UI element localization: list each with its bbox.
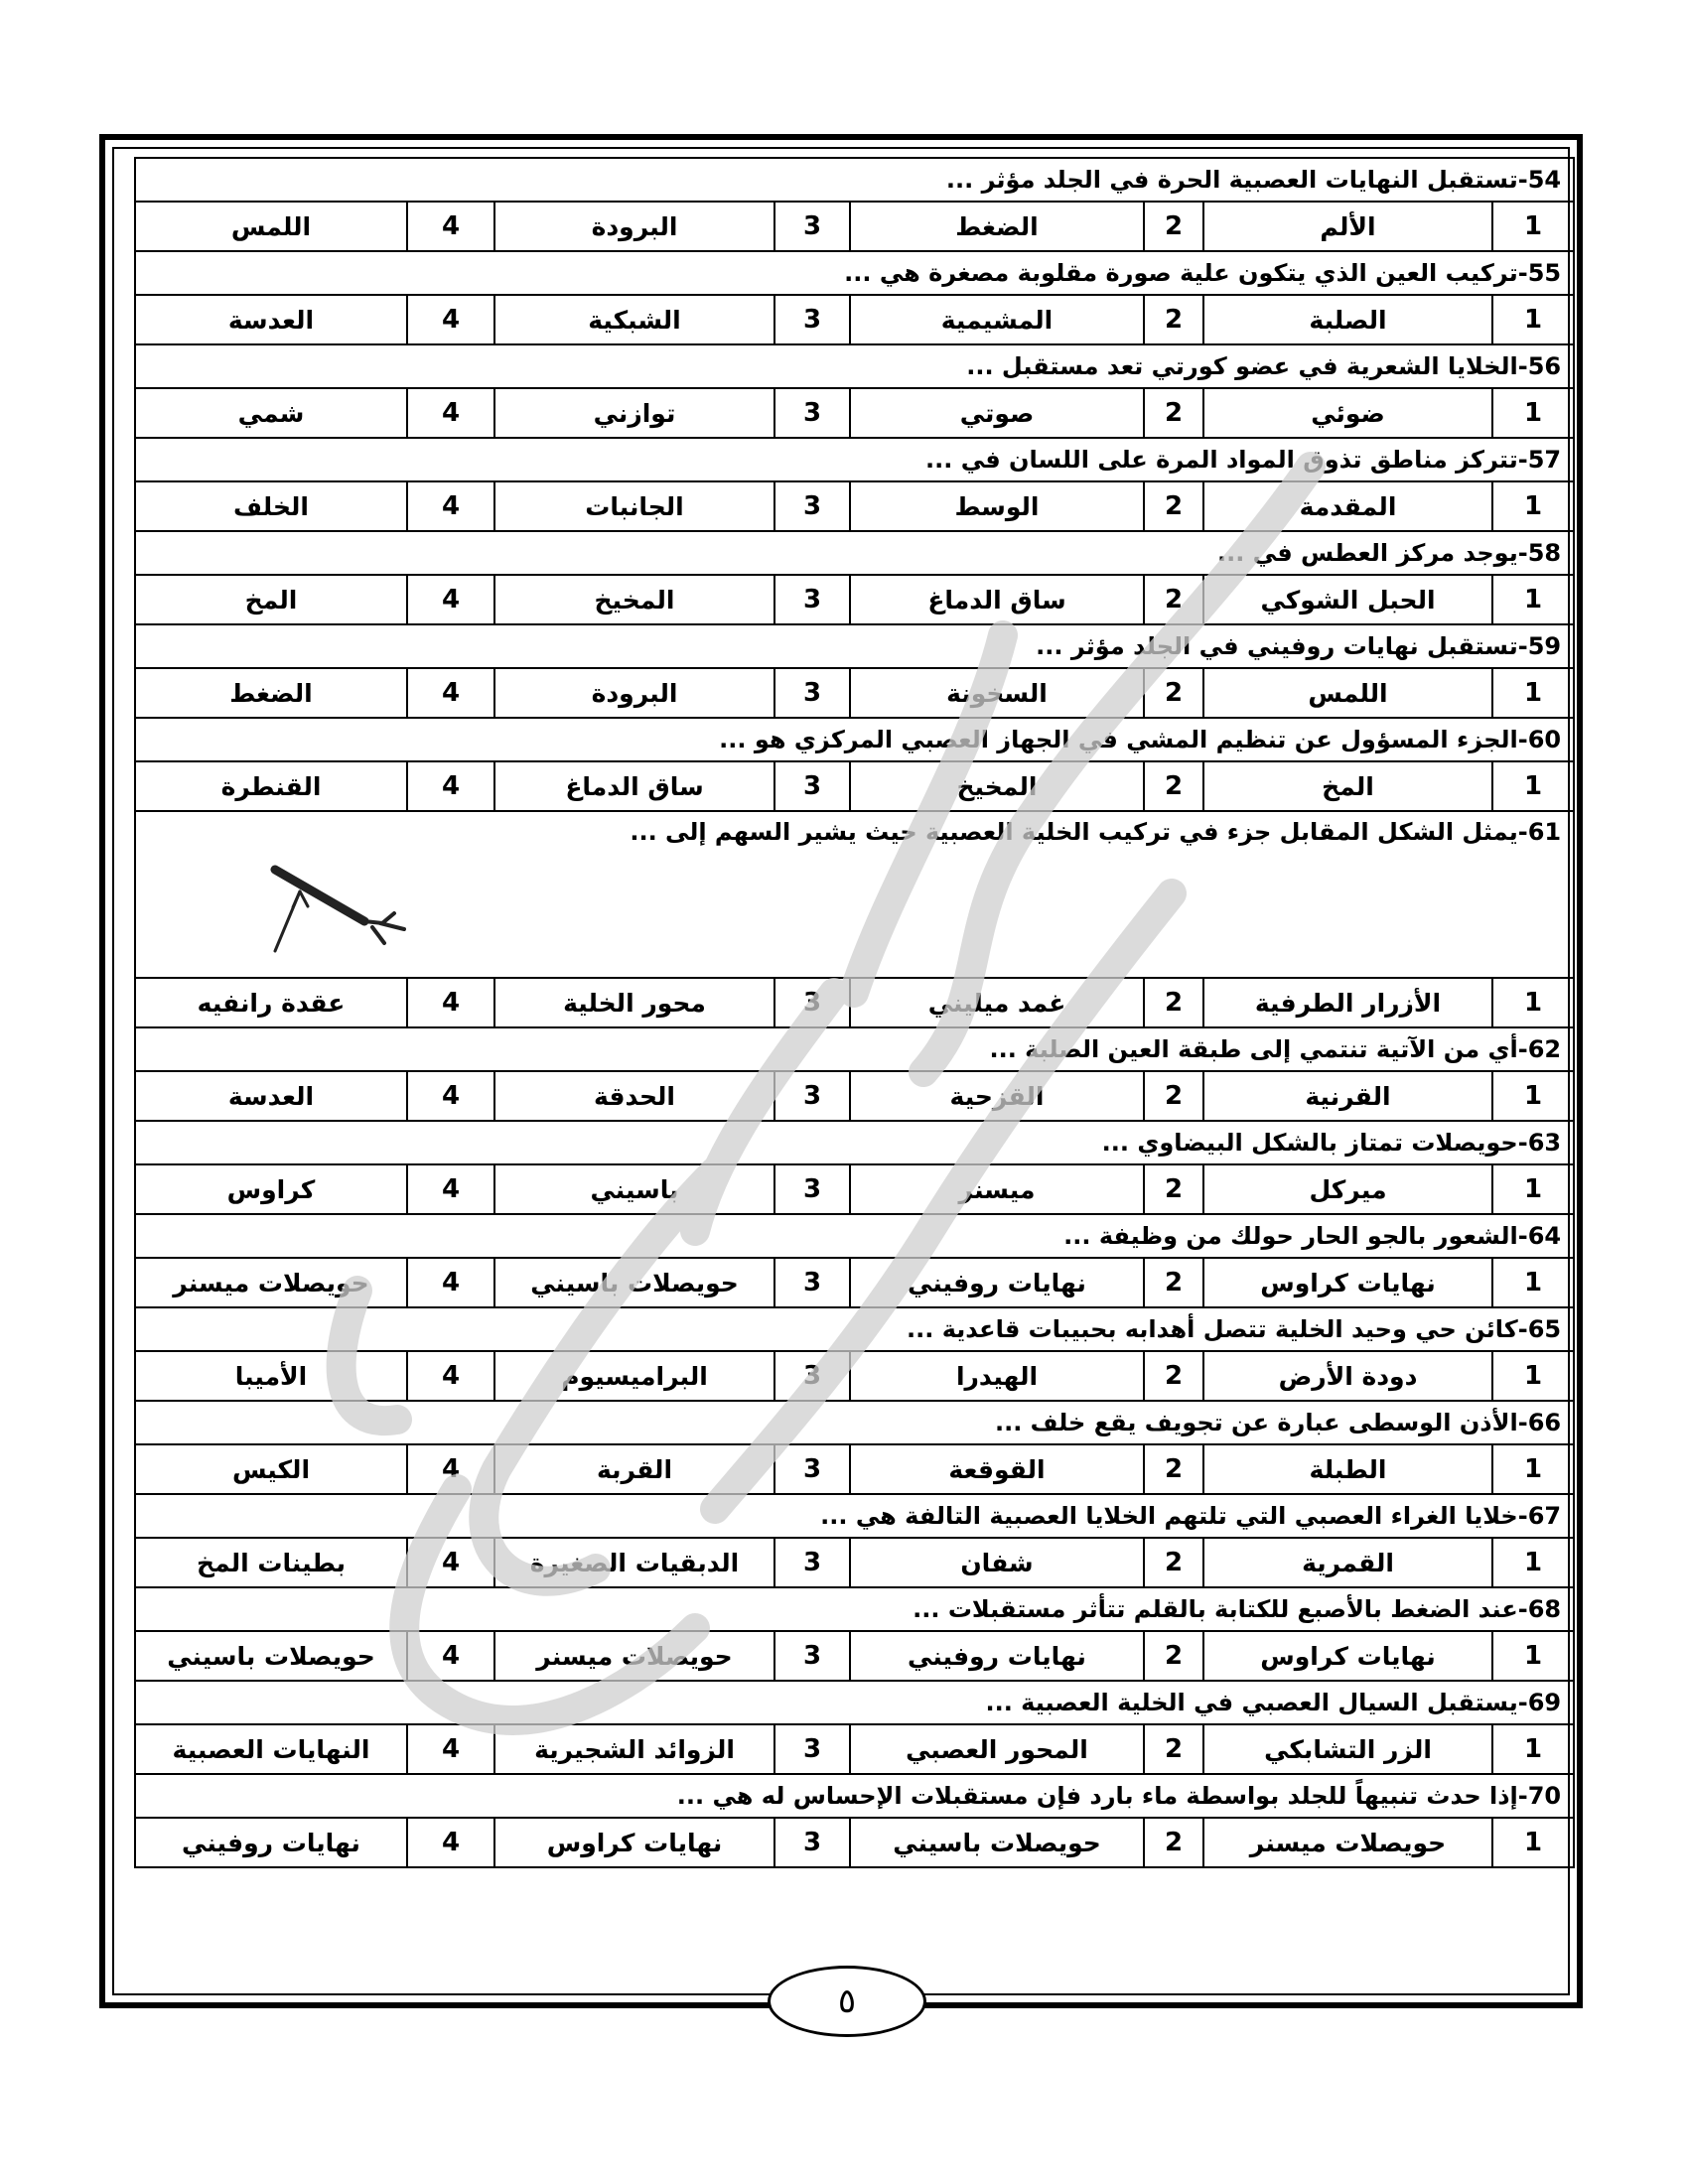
answer-row [135,761,1574,811]
option-number-3: 3 [774,761,850,811]
option-2[interactable]: الضغط [850,202,1144,251]
answer-row [135,1164,1574,1214]
question-row [135,531,1574,575]
question-cell: 60-الجزء المسؤول عن تنظيم المشي في الجهاز العصبي المركزي هو ... [135,718,1574,761]
option-number-2: 2 [1144,1444,1203,1494]
option-2[interactable]: صوتي [850,388,1144,438]
question-row [135,1681,1574,1724]
option-2[interactable]: ميسنر [850,1164,1144,1214]
option-2[interactable]: المشيمية [850,295,1144,344]
option-number-3: 3 [774,202,850,251]
question-row [135,624,1574,668]
answer-row [135,1631,1574,1681]
option-number-2: 2 [1144,1538,1203,1587]
question-row [135,1774,1574,1818]
option-number-1: 1 [1492,388,1574,438]
page-number: ٥ [768,1966,926,2037]
option-4[interactable]: شمي [135,388,407,438]
question-number: 69 [1527,1689,1562,1716]
answer-row [135,1818,1574,1867]
option-number-2: 2 [1144,761,1203,811]
option-3[interactable]: القربة [494,1444,774,1494]
option-number-4: 4 [407,1444,494,1494]
option-3[interactable]: الجانبات [494,481,774,531]
question-text: الجزء المسؤول عن تنظيم المشي في الجهاز العصبي المركزي هو ... [719,726,1518,753]
option-1[interactable]: القمرية [1203,1538,1492,1587]
option-number-3: 3 [774,1818,850,1867]
option-4[interactable]: عقدة رانفيه [135,978,407,1027]
answer-row [135,481,1574,531]
option-2[interactable]: السخونة [850,668,1144,718]
option-number-4: 4 [407,1258,494,1307]
option-number-2: 2 [1144,1258,1203,1307]
question-row [135,811,1574,978]
option-1[interactable]: نهايات كراوس [1203,1258,1492,1307]
option-4[interactable]: الكيس [135,1444,407,1494]
option-number-3: 3 [774,1538,850,1587]
option-3[interactable]: محور الخلية [494,978,774,1027]
option-number-1: 1 [1492,1538,1574,1587]
option-4[interactable]: الضغط [135,668,407,718]
option-number-1: 1 [1492,1818,1574,1867]
question-number: 54 [1527,166,1562,194]
question-cell: 68-عند الضغط بالأصبع للكتابة بالقلم تتأثر مستقبلات ... [135,1587,1574,1631]
question-row [135,251,1574,295]
option-4[interactable]: النهايات العصبية [135,1724,407,1774]
option-4[interactable]: حويصلات باسيني [135,1631,407,1681]
question-row [135,718,1574,761]
question-row [135,438,1574,481]
question-text: عند الضغط بالأصبع للكتابة بالقلم تتأثر مستقبلات ... [913,1595,1518,1623]
option-number-1: 1 [1492,202,1574,251]
answer-row [135,575,1574,624]
question-number: 66 [1527,1409,1562,1436]
question-text: خلايا الغراء العصبي التي تلتهم الخلايا العصبية التالفة هي ... [820,1502,1518,1530]
option-4[interactable]: حويصلات ميسنر [135,1258,407,1307]
question-text: تتركز مناطق تذوق المواد المرة على اللسان في ... [924,446,1518,474]
question-number: 70 [1527,1782,1562,1810]
question-cell: 64-الشعور بالجو الحار حولك من وظيفة ... [135,1214,1574,1258]
option-1[interactable]: دودة الأرض [1203,1351,1492,1401]
option-1[interactable]: الحبل الشوكي [1203,575,1492,624]
question-text: يوجد مركز العطس في ... [1216,539,1518,567]
question-cell: 63-حويصلات تمتاز بالشكل البيضاوي ... [135,1121,1574,1164]
option-number-2: 2 [1144,1724,1203,1774]
option-number-1: 1 [1492,978,1574,1027]
option-3[interactable]: نهايات كراوس [494,1818,774,1867]
option-number-4: 4 [407,1071,494,1121]
question-number: 68 [1527,1595,1562,1623]
questions-table [134,157,1575,1868]
option-1[interactable]: المخ [1203,761,1492,811]
question-text: حويصلات تمتاز بالشكل البيضاوي ... [1101,1129,1518,1157]
question-row [135,1121,1574,1164]
option-number-4: 4 [407,202,494,251]
option-3[interactable]: البرودة [494,668,774,718]
option-number-2: 2 [1144,1631,1203,1681]
option-number-3: 3 [774,481,850,531]
question-cell: 69-يستقبل السيال العصبي في الخلية العصبية ... [135,1681,1574,1724]
question-cell: 59-تستقبل نهايات روفيني في الجلد مؤثر ... [135,624,1574,668]
question-row [135,158,1574,202]
option-number-2: 2 [1144,202,1203,251]
question-cell: 58-يوجد مركز العطس في ... [135,531,1574,575]
question-row [135,344,1574,388]
question-cell: 70-إذا حدث تنبيهاً للجلد بواسطة ماء بارد فإن مستقبلات الإحساس له هي ... [135,1774,1574,1818]
option-2[interactable]: ساق الدماغ [850,575,1144,624]
option-4[interactable]: العدسة [135,295,407,344]
option-2[interactable]: الوسط [850,481,1144,531]
question-row [135,1587,1574,1631]
question-cell: 55-تركيب العين الذي يتكون علية صورة مقلوبة مصغرة هي ... [135,251,1574,295]
option-number-4: 4 [407,1724,494,1774]
question-cell: 65-كائن حي وحيد الخلية تتصل أهدابه بحبيبات قاعدية ... [135,1307,1574,1351]
question-number: 59 [1527,632,1562,660]
question-text: يستقبل السيال العصبي في الخلية العصبية ... [985,1689,1518,1716]
option-number-1: 1 [1492,295,1574,344]
option-1[interactable]: ضوئي [1203,388,1492,438]
option-number-4: 4 [407,668,494,718]
option-number-3: 3 [774,1444,850,1494]
question-cell: 61-يمثل الشكل المقابل جزء في تركيب الخلية العصبية حيث يشير السهم إلى ... [135,811,1574,978]
option-1[interactable]: ميركل [1203,1164,1492,1214]
answer-row [135,1444,1574,1494]
question-number: 56 [1527,352,1562,380]
option-number-3: 3 [774,1164,850,1214]
option-number-4: 4 [407,481,494,531]
question-row [135,1401,1574,1444]
answer-row [135,295,1574,344]
option-3[interactable]: حويصلات باسيني [494,1258,774,1307]
option-2[interactable]: المخيخ [850,761,1144,811]
question-text: الأذن الوسطى عبارة عن تجويف يقع خلف ... [994,1409,1518,1436]
option-4[interactable]: الخلف [135,481,407,531]
question-cell: 62-أي من الآتية تنتمي إلى طبقة العين الصلبة ... [135,1027,1574,1071]
option-number-4: 4 [407,295,494,344]
option-number-1: 1 [1492,1258,1574,1307]
option-number-2: 2 [1144,481,1203,531]
question-text: الخلايا الشعرية في عضو كورتي تعد مستقبل ... [966,352,1518,380]
option-number-4: 4 [407,575,494,624]
option-number-3: 3 [774,1351,850,1401]
answer-row [135,668,1574,718]
option-number-2: 2 [1144,575,1203,624]
question-number: 55 [1527,259,1562,287]
option-4[interactable]: القنطرة [135,761,407,811]
answer-row [135,978,1574,1027]
question-text: الشعور بالجو الحار حولك من وظيفة ... [1063,1222,1518,1250]
answer-row [135,388,1574,438]
option-1[interactable]: الصلبة [1203,295,1492,344]
question-row [135,1307,1574,1351]
option-number-3: 3 [774,575,850,624]
answer-row [135,202,1574,251]
option-4[interactable]: اللمس [135,202,407,251]
option-number-1: 1 [1492,575,1574,624]
option-number-1: 1 [1492,761,1574,811]
option-number-4: 4 [407,1631,494,1681]
option-2[interactable]: حويصلات باسيني [850,1818,1144,1867]
question-text: إذا حدث تنبيهاً للجلد بواسطة ماء بارد فإن مستقبلات الإحساس له هي ... [676,1782,1518,1810]
option-number-3: 3 [774,978,850,1027]
option-3[interactable]: حويصلات ميسنر [494,1631,774,1681]
question-cell: 54-تستقبل النهايات العصبية الحرة في الجلد مؤثر ... [135,158,1574,202]
option-4[interactable]: نهايات روفيني [135,1818,407,1867]
question-row [135,1027,1574,1071]
question-number: 58 [1527,539,1562,567]
neuron-axon-figure [255,852,414,961]
option-number-1: 1 [1492,1631,1574,1681]
question-number: 57 [1527,446,1562,474]
option-number-1: 1 [1492,668,1574,718]
answer-row [135,1258,1574,1307]
answer-row [135,1071,1574,1121]
option-4[interactable]: العدسة [135,1071,407,1121]
option-number-4: 4 [407,761,494,811]
option-2[interactable]: القزحية [850,1071,1144,1121]
option-number-1: 1 [1492,1724,1574,1774]
option-number-2: 2 [1144,388,1203,438]
option-number-1: 1 [1492,481,1574,531]
option-3[interactable]: توازني [494,388,774,438]
option-3[interactable]: الزوائد الشجيرية [494,1724,774,1774]
option-4[interactable]: بطينات المخ [135,1538,407,1587]
question-row [135,1494,1574,1538]
question-text: تستقبل نهايات روفيني في الجلد مؤثر ... [1036,632,1518,660]
option-number-3: 3 [774,1258,850,1307]
option-1[interactable]: الألم [1203,202,1492,251]
question-number: 62 [1527,1035,1562,1063]
option-3[interactable]: الدبقيات الصغيرة [494,1538,774,1587]
option-number-3: 3 [774,295,850,344]
option-1[interactable]: الأزرار الطرفية [1203,978,1492,1027]
option-number-2: 2 [1144,295,1203,344]
option-number-2: 2 [1144,978,1203,1027]
option-3[interactable]: باسيني [494,1164,774,1214]
question-cell: 67-خلايا الغراء العصبي التي تلتهم الخلايا العصبية التالفة هي ... [135,1494,1574,1538]
question-text: تركيب العين الذي يتكون علية صورة مقلوبة مصغرة هي ... [844,259,1518,287]
question-text: يمثل الشكل المقابل جزء في تركيب الخلية العصبية حيث يشير السهم إلى ... [630,818,1518,846]
question-text: كائن حي وحيد الخلية تتصل أهدابه بحبيبات قاعدية ... [907,1315,1518,1343]
option-number-2: 2 [1144,1071,1203,1121]
option-1[interactable]: نهايات كراوس [1203,1631,1492,1681]
option-1[interactable]: اللمس [1203,668,1492,718]
option-2[interactable]: نهايات روفيني [850,1258,1144,1307]
option-2[interactable]: الهيدرا [850,1351,1144,1401]
option-number-3: 3 [774,1724,850,1774]
answer-row [135,1724,1574,1774]
option-number-1: 1 [1492,1351,1574,1401]
option-1[interactable]: القرنية [1203,1071,1492,1121]
option-3[interactable]: الشبكية [494,295,774,344]
option-4[interactable]: كراوس [135,1164,407,1214]
option-number-1: 1 [1492,1071,1574,1121]
option-number-4: 4 [407,388,494,438]
option-1[interactable]: الطبلة [1203,1444,1492,1494]
option-3[interactable]: البراميسيوم [494,1351,774,1401]
question-row [135,1214,1574,1258]
question-number: 67 [1527,1502,1562,1530]
option-2[interactable]: نهايات روفيني [850,1631,1144,1681]
option-2[interactable]: غمد ميليني [850,978,1144,1027]
question-number: 63 [1527,1129,1562,1157]
option-1[interactable]: الزر التشابكي [1203,1724,1492,1774]
option-number-2: 2 [1144,668,1203,718]
option-number-4: 4 [407,1164,494,1214]
option-3[interactable]: ساق الدماغ [494,761,774,811]
option-number-1: 1 [1492,1444,1574,1494]
answer-row [135,1538,1574,1587]
option-3[interactable]: الحدقة [494,1071,774,1121]
option-4[interactable]: المخ [135,575,407,624]
option-number-4: 4 [407,978,494,1027]
question-text: تستقبل النهايات العصبية الحرة في الجلد مؤثر ... [945,166,1518,194]
question-cell: 57-تتركز مناطق تذوق المواد المرة على اللسان في ... [135,438,1574,481]
option-4[interactable]: الأميبا [135,1351,407,1401]
option-1[interactable]: المقدمة [1203,481,1492,531]
option-number-4: 4 [407,1818,494,1867]
option-3[interactable]: المخيخ [494,575,774,624]
option-number-2: 2 [1144,1351,1203,1401]
question-number: 60 [1527,726,1562,753]
option-2[interactable]: شفان [850,1538,1144,1587]
option-number-3: 3 [774,1071,850,1121]
question-number: 61 [1527,818,1562,846]
option-2[interactable]: المحور العصبي [850,1724,1144,1774]
option-number-3: 3 [774,388,850,438]
question-text: أي من الآتية تنتمي إلى طبقة العين الصلبة ... [989,1035,1518,1063]
question-number: 64 [1527,1222,1562,1250]
question-cell: 56-الخلايا الشعرية في عضو كورتي تعد مستقبل ... [135,344,1574,388]
option-number-4: 4 [407,1351,494,1401]
option-number-1: 1 [1492,1164,1574,1214]
option-2[interactable]: القوقعة [850,1444,1144,1494]
option-3[interactable]: البرودة [494,202,774,251]
option-number-4: 4 [407,1538,494,1587]
option-1[interactable]: حويصلات ميسنر [1203,1818,1492,1867]
option-number-2: 2 [1144,1818,1203,1867]
option-number-3: 3 [774,1631,850,1681]
question-cell: 66-الأذن الوسطى عبارة عن تجويف يقع خلف ... [135,1401,1574,1444]
option-number-3: 3 [774,668,850,718]
question-number: 65 [1527,1315,1562,1343]
option-number-2: 2 [1144,1164,1203,1214]
answer-row [135,1351,1574,1401]
